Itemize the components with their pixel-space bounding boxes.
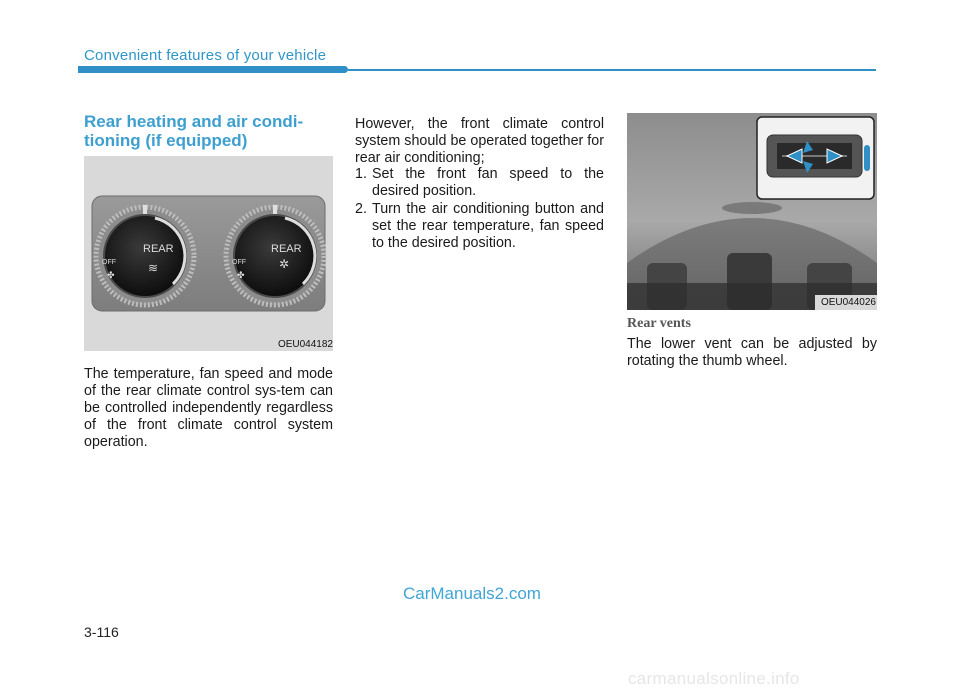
knob-right-off: OFF bbox=[232, 259, 246, 266]
step-text: Turn the air conditioning button and set the rear temperature, fan speed to the desired position. bbox=[372, 201, 604, 251]
step-text: Set the front fan speed to the desired position. bbox=[372, 166, 604, 199]
heat-icon: ≋ bbox=[148, 261, 159, 275]
intro-paragraph: However, the front climate control system should be operated together for rear air conditioning; bbox=[355, 116, 604, 166]
step-item bbox=[355, 166, 604, 200]
step-number: 2. bbox=[355, 201, 367, 217]
fan-icon: ✤ bbox=[107, 271, 115, 281]
section-title: Rear heating and air condi- tioning (if equipped) bbox=[84, 112, 304, 150]
subheading: Rear vents bbox=[627, 316, 691, 331]
knob-left-off: OFF bbox=[102, 259, 116, 266]
rear-vents-illustration bbox=[627, 113, 877, 310]
header-bar bbox=[78, 66, 348, 73]
step-item bbox=[355, 201, 604, 252]
rear-vents-figure bbox=[627, 113, 877, 310]
footer-watermark: carmanualsonline.info bbox=[628, 669, 800, 688]
rear-control-illustration bbox=[84, 156, 333, 351]
header-rule bbox=[348, 69, 876, 71]
page-number: 3-116 bbox=[84, 624, 119, 640]
watermark-link[interactable]: CarManuals2.com bbox=[403, 584, 541, 603]
rear-vents-paragraph: The lower vent can be adjusted by rotating the thumb wheel. bbox=[627, 336, 877, 369]
fan-icon: ✤ bbox=[237, 271, 245, 281]
figure-code: OEU044026 bbox=[820, 297, 876, 308]
step-number: 1. bbox=[355, 166, 367, 182]
ac-icon: ✲ bbox=[279, 257, 290, 271]
figure-code: OEU044182 bbox=[277, 339, 333, 350]
rear-control-figure bbox=[84, 156, 333, 351]
chapter-title: Convenient features of your vehicle bbox=[84, 47, 327, 64]
body-paragraph: The temperature, fan speed and mode of the rear climate control sys-tem can be controlled independently regardless of the front climate control system operation. bbox=[84, 366, 333, 450]
knob-left-label: REAR bbox=[143, 243, 174, 255]
knob-right-label: REAR bbox=[271, 243, 302, 255]
